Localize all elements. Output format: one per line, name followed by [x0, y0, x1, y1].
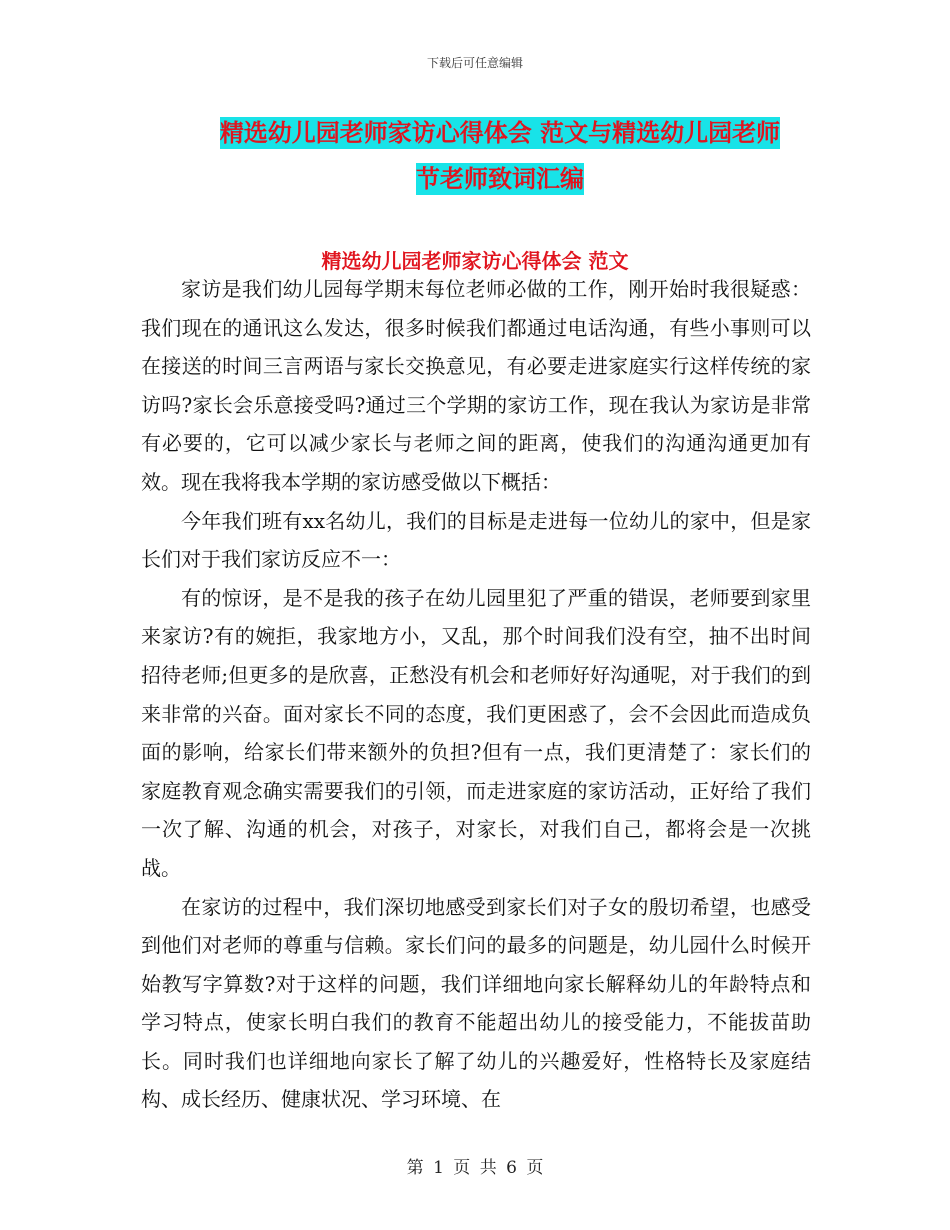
section-title: 精选幼儿园老师家访心得体会 范文 [321, 249, 629, 273]
page-footer: 第 1 页 共 6 页 [406, 1158, 544, 1178]
paragraph-4: 在家访的过程中，我们深切地感受到家长们对子女的殷切希望，也感受到他们对老师的尊重与信赖。家长们问的最多的问题是，幼儿园什么时候开始教写字算数?对于这样的问题，我们详细地向家长解释幼儿的年龄特点和学习特点，使家长明白我们的教育不能超出幼儿的接受能力，不能拔苗助长。同时我们也详细地向家长了解了幼儿的兴趣爱好，性格特长及家庭结构、成长经历、健康状况、学习环境、在 [141, 894, 811, 1112]
paragraph-1: 家访是我们幼儿园每学期末每位老师必做的工作，刚开始时我很疑惑：我们现在的通讯这么发达，很多时候我们都通过电话沟通，有些小事则可以在接送的时间三言两语与家长交换意见，有必要走进家庭实行这样传统的家访吗?家长会乐意接受吗?通过三个学期的家访工作，现在我认为家访是非常有必要的，它可以减少家长与老师之间的距离，使我们的沟通沟通更加有效。现在我将我本学期的家访感受做以下概括： [141, 277, 811, 494]
header-note: 下载后可任意编辑 [426, 56, 523, 70]
document-title-line-2: 节老师致词汇编 [416, 165, 584, 193]
paragraph-2: 今年我们班有xx名幼儿，我们的目标是走进每一位幼儿的家中，但是家长们对于我们家访反应不一： [141, 508, 811, 572]
body-text [141, 270, 811, 1119]
document-title-line-1: 精选幼儿园老师家访心得体会 范文与精选幼儿园老师 [219, 119, 781, 147]
paragraph-3: 有的惊讶，是不是我的孩子在幼儿园里犯了严重的错误，老师要到家里来家访?有的婉拒，我家地方小，又乱，那个时间我们没有空，抽不出时间招待老师;但更多的是欣喜，正愁没有机会和老师好好沟通呢，对于我们的到来非常的兴奋。面对家长不同的态度，我们更困惑了，会不会因此而造成负面的影响，给家长们带来额外的负担?但有一点，我们更清楚了：家长们的家庭教育观念确实需要我们的引领，而走进家庭的家访活动，正好给了我们一次了解、沟通的机会，对孩子，对家长，对我们自己，都将会是一次挑战。 [141, 585, 811, 880]
document-title [140, 110, 860, 202]
